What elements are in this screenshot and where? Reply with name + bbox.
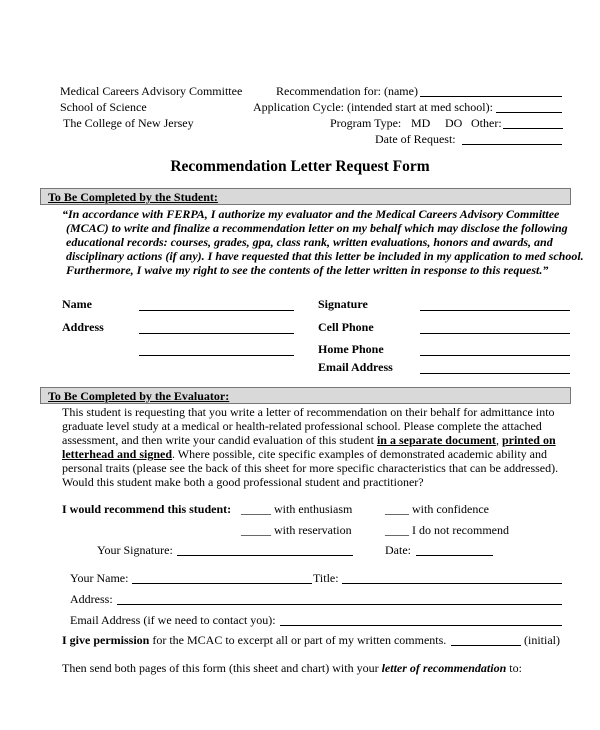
address-field-1[interactable] [139,333,294,334]
evaluator-section-heading: To Be Completed by the Evaluator: [48,389,230,403]
evaluator-address-label: Address: [70,592,113,606]
name-label: Name [62,297,92,311]
intro-line-6: Would this student make both a good professional student and practitioner? [62,475,424,489]
evaluator-address-field[interactable] [117,604,562,605]
ferpa-line-4: disciplinary actions (if any). I have requested that this letter be included in my application to med school. [66,249,584,263]
reservation-option[interactable] [241,523,352,538]
confidence-blank[interactable]: ____ [385,502,409,516]
ferpa-line-2: (MCAC) to write and finalize a recommendation letter on my behalf which may disclose the following [66,221,568,235]
reservation-label: with reservation [274,523,352,537]
your-signature-label: Your Signature: [97,543,173,557]
permission-rest: for the MCAC to excerpt all or part of my written comments. [152,633,447,647]
program-do[interactable]: DO [445,116,463,130]
home-phone-field[interactable] [420,355,570,356]
your-signature-field[interactable] [177,555,353,556]
program-type-label: Program Type: [330,116,402,130]
cell-phone-label: Cell Phone [318,320,374,334]
evaluator-section-header [40,387,571,404]
intro-line-4 [62,447,547,462]
evaluator-email-label: Email Address (if we need to contact you): [70,613,276,627]
not-recommend-option[interactable] [385,523,509,538]
home-phone-label: Home Phone [318,342,384,356]
ferpa-line-1: “In accordance with FERPA, I authorize my evaluator and the Medical Careers Advisory Committee [62,207,560,221]
application-cycle-field[interactable] [496,112,562,113]
date-of-request-label: Date of Request: [375,132,456,146]
form-title: Recommendation Letter Request Form [170,158,430,175]
your-name-label: Your Name: [70,571,129,585]
confidence-label: with confidence [412,502,489,516]
recommendation-for-field[interactable] [420,96,562,97]
send-a: Then send both pages of this form (this sheet and chart) with your [62,661,379,675]
address-field-2[interactable] [139,355,294,356]
permission-bold: I give permission [62,633,150,647]
your-name-field[interactable] [132,583,312,584]
recommendation-for-label: Recommendation for: (name) [276,84,418,98]
confidence-option[interactable] [385,502,489,517]
initial-field[interactable] [451,645,521,646]
signature-field[interactable] [420,310,570,311]
letterhead-signed-text: letterhead and signed [62,447,173,461]
permission-line [62,633,446,648]
not-recommend-label: I do not recommend [412,523,509,537]
recommend-label: I would recommend this student: [62,502,232,516]
name-field[interactable] [139,310,294,311]
program-md[interactable]: MD [411,116,431,130]
intro-line-1: This student is requesting that you write a letter of recommendation on their behalf for admittance into [62,405,555,419]
address-label: Address [62,320,104,334]
title-label: Title: [313,571,339,585]
signature-label: Signature [318,297,368,311]
intro-line-3 [62,433,556,448]
intro-line-2: graduate level study at a medical or health-related professional school. Please complete the attached [62,419,542,433]
reservation-blank[interactable]: _____ [241,523,271,537]
college-name: The College of New Jersey [63,116,194,130]
cell-phone-field[interactable] [420,333,570,334]
initial-label: (initial) [524,633,560,647]
printed-on-text: printed on [501,433,556,447]
enthusiasm-option[interactable] [241,502,352,517]
ferpa-line-3: educational records: courses, grades, gpa, class rank, written evaluations, honors and awards, and [66,235,553,249]
send-c: to: [509,661,522,675]
date-label: Date: [385,543,411,557]
title-field[interactable] [342,583,562,584]
intro-3c: , [495,433,499,447]
intro-line-5: personal traits (please see the back of this sheet for more specific characteristics that can be addressed). [62,461,559,475]
program-other-label: Other: [471,116,502,130]
evaluator-email-field[interactable] [280,625,562,626]
intro-4b: . Where possible, cite specific examples of demonstrated academic ability and [172,447,547,461]
date-field[interactable] [416,555,493,556]
application-cycle-label: Application Cycle: (intended start at med school): [253,100,493,114]
school-name: School of Science [60,100,147,114]
send-instructions [62,661,522,676]
separate-document-text: in a separate document [376,433,496,447]
enthusiasm-blank[interactable]: _____ [241,502,271,516]
email-address-label: Email Address [318,360,393,374]
committee-name: Medical Careers Advisory Committee [60,84,243,98]
program-other-field[interactable] [503,128,563,129]
date-of-request-field[interactable] [462,144,562,145]
ferpa-line-5: Furthermore, I waive my right to see the contents of the letter written in response to this request.” [66,263,549,277]
email-address-field[interactable] [420,373,570,374]
letter-of-recommendation-text: letter of recommendation [381,661,507,675]
enthusiasm-label: with enthusiasm [274,502,353,516]
intro-3a: assessment, and then write your candid evaluation of this student [62,433,374,447]
not-recommend-blank[interactable]: ____ [385,523,409,537]
student-section-header [40,188,571,205]
student-section-heading: To Be Completed by the Student: [48,190,218,204]
